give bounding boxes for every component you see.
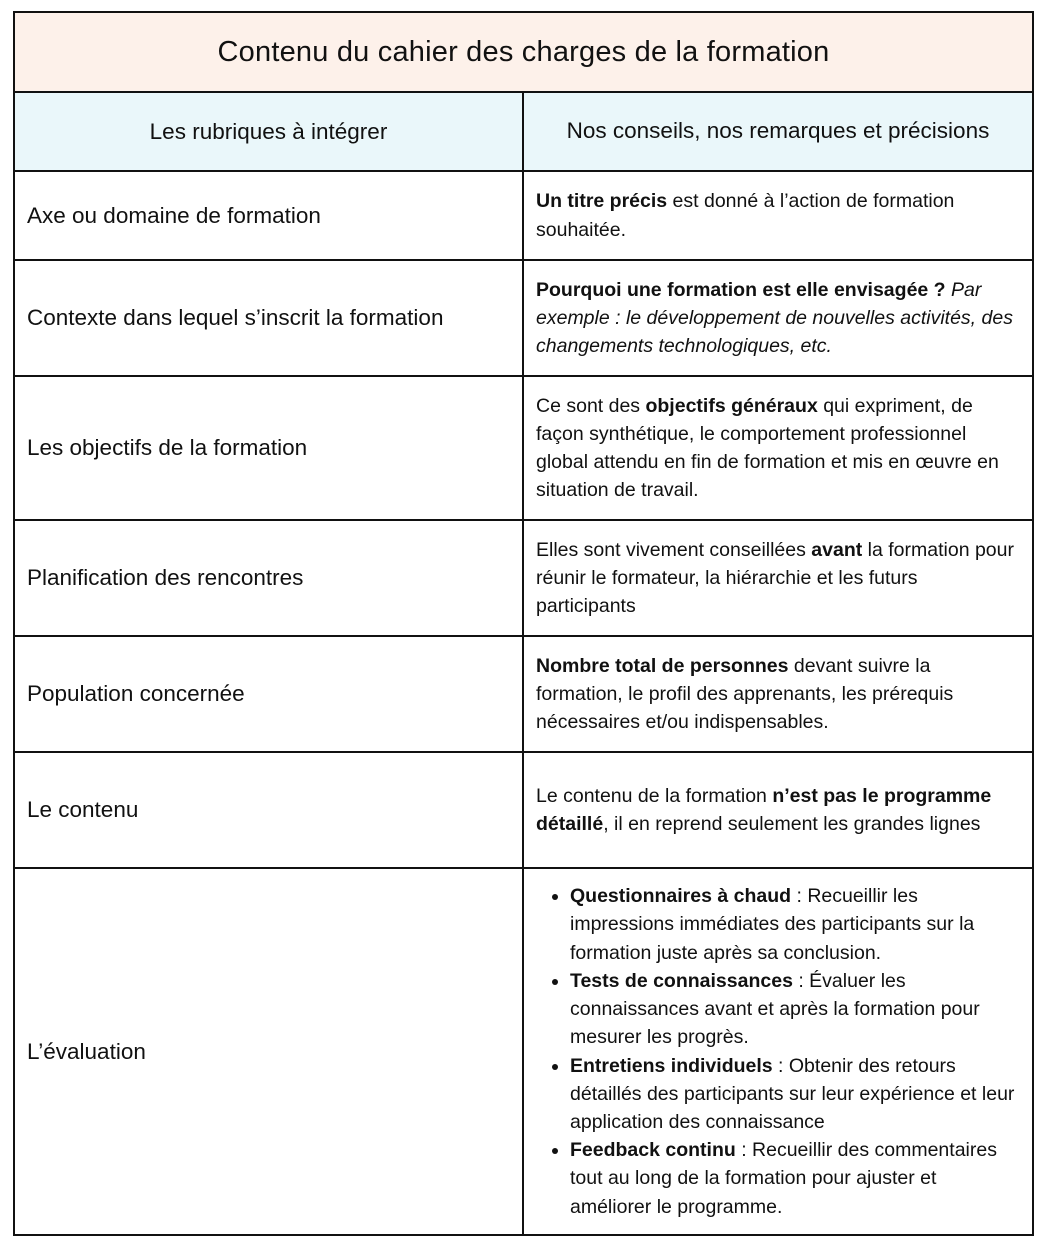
bullet-text: : Obtenir des retours détaillés des participants sur leur expérience et leur application des connaissance — [570, 1054, 1015, 1133]
advice-bold: avant — [811, 538, 863, 561]
list-item — [570, 967, 1022, 1052]
advice-bold: Nombre total de personnes — [536, 654, 789, 677]
evaluation-list — [536, 882, 1022, 1220]
table-row — [15, 753, 1032, 869]
row-label: Population concernée — [15, 637, 524, 751]
table-row — [15, 377, 1032, 521]
advice-text: , il en reprend seulement les grandes lignes — [603, 813, 981, 835]
table-row — [15, 521, 1032, 637]
advice-italic: Par exemple : le développement de nouvelles activités, des changements technologiques, etc. — [536, 278, 1013, 358]
table-row — [15, 172, 1032, 261]
table-row — [15, 869, 1032, 1234]
advice-bold: n’est pas le programme détaillé — [536, 784, 992, 835]
row-advice — [524, 261, 1032, 375]
advice-text: est donné à l’action de formation souhaitée. — [536, 190, 955, 241]
advice-bold: objectifs généraux — [645, 394, 818, 417]
row-label: L’évaluation — [15, 869, 524, 1234]
advice-text: la formation pour réunir le formateur, la hiérarchie et les futurs participants — [536, 538, 1014, 618]
list-item — [570, 1052, 1022, 1137]
formation-table — [13, 11, 1034, 1236]
list-item — [570, 882, 1022, 967]
row-advice — [524, 869, 1032, 1234]
row-label: Planification des rencontres — [15, 521, 524, 635]
advice-pre: Ce sont des — [536, 394, 646, 417]
advice-pre: Le contenu de la formation — [536, 784, 773, 807]
bullet-bold: Entretiens individuels — [570, 1054, 773, 1077]
advice-text: qui expriment, de façon synthétique, le comportement professionnel global attendu en fin de formation et mis en œuvre en situation de travail. — [536, 394, 999, 502]
row-advice — [524, 637, 1032, 751]
bullet-text: : Recueillir les impressions immédiates des participants sur la formation juste après sa conclusion. — [570, 885, 975, 964]
header-conseils: Nos conseils, nos remarques et précisions — [566, 118, 990, 144]
advice-bold: Pourquoi une formation est elle envisagée ? — [536, 278, 946, 301]
bullet-bold: Feedback continu — [570, 1139, 736, 1162]
row-advice — [524, 377, 1032, 519]
table-row — [15, 261, 1032, 377]
row-advice — [524, 172, 1032, 259]
row-label: Axe ou domaine de formation — [15, 172, 524, 259]
row-advice — [524, 521, 1032, 635]
table-header-row — [15, 93, 1032, 172]
row-advice — [524, 753, 1032, 867]
bullet-bold: Tests de connaissances — [570, 969, 793, 992]
bullet-text: : Évaluer les connaissances avant et après la formation pour mesurer les progrès. — [570, 969, 980, 1049]
table-title: Contenu du cahier des charges de la formation — [15, 13, 1032, 93]
row-label: Contexte dans lequel s’inscrit la formation — [15, 261, 524, 375]
advice-pre: Elles sont vivement conseillées — [536, 538, 812, 561]
row-label: Les objectifs de la formation — [15, 377, 524, 519]
bullet-text: : Recueillir des commentaires tout au long de la formation pour ajuster et améliorer le programme. — [570, 1139, 997, 1218]
list-item — [570, 1136, 1022, 1221]
bullet-bold: Questionnaires à chaud — [570, 885, 792, 908]
table-row — [15, 637, 1032, 753]
advice-text: devant suivre la formation, le profil des apprenants, les prérequis nécessaires et/ou indispensables. — [536, 654, 954, 734]
header-rubriques: Les rubriques à intégrer — [15, 93, 524, 170]
advice-bold: Un titre précis — [536, 190, 668, 213]
row-label: Le contenu — [15, 753, 524, 867]
